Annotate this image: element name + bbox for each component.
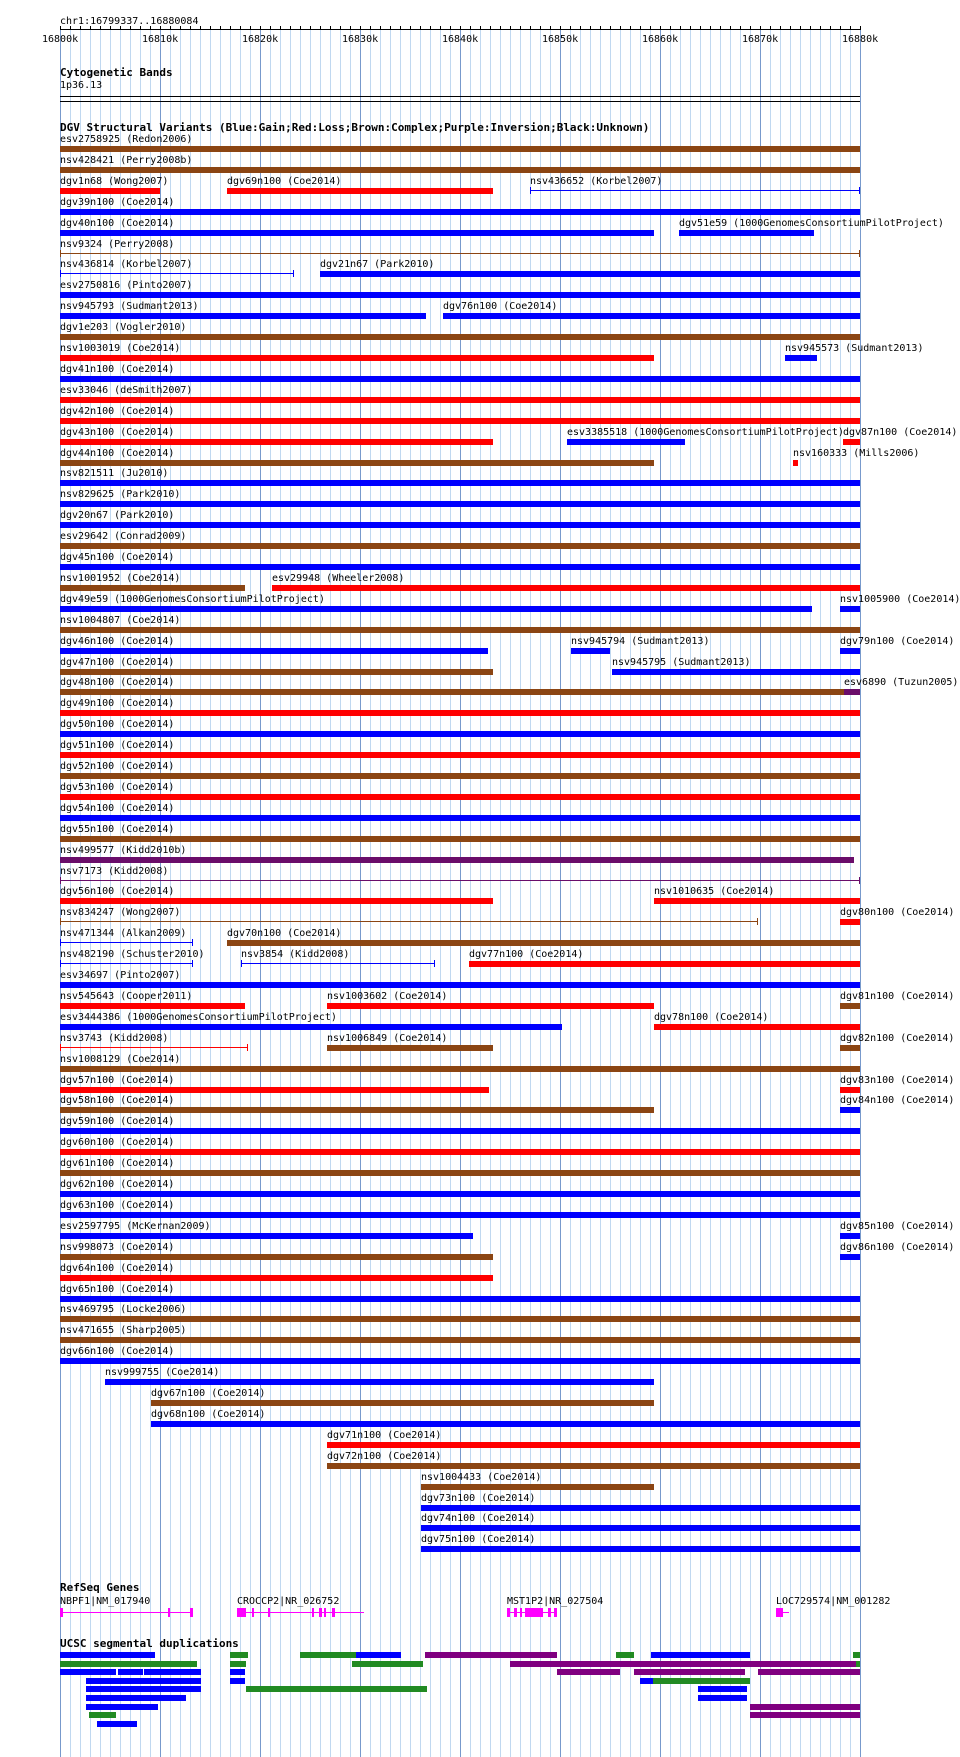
variant-bar[interactable] [272, 585, 860, 591]
variant-label: dgv57n100 (Coe2014) [60, 1074, 175, 1086]
segdup-track-title: UCSC segmental duplications [60, 1637, 239, 1650]
variant-bar[interactable] [60, 522, 860, 528]
variant-label: dgv84n100 (Coe2014) [840, 1095, 955, 1107]
variant-bar[interactable] [60, 982, 860, 988]
variant-label: nsv1008129 (Coe2014) [60, 1053, 181, 1065]
variant-bar[interactable] [60, 1149, 860, 1155]
variant-label: nsv998073 (Coe2014) [60, 1241, 175, 1253]
variant-label: dgv20n67 (Park2010) [60, 510, 175, 522]
variant-label: nsv499577 (Kidd2010b) [60, 844, 187, 856]
gene-label: LOC729574|NM_001282 [776, 1596, 891, 1607]
variant-bar[interactable] [60, 273, 294, 274]
variant-bar[interactable] [844, 689, 860, 695]
variant-bar[interactable] [60, 815, 860, 821]
variant-label: esv3385518 (1000GenomesConsortiumPilotProject) [567, 426, 844, 438]
variant-label: nsv829625 (Park2010) [60, 489, 181, 501]
ruler-tick-label: 16880k [842, 34, 879, 45]
variant-end-cap [434, 960, 435, 967]
variant-label: dgv71n100 (Coe2014) [327, 1429, 442, 1441]
gene-label: MST1P2|NR_027504 [507, 1596, 604, 1607]
variant-label: dgv42n100 (Coe2014) [60, 405, 175, 417]
variant-end-cap [60, 918, 61, 925]
variant-bar[interactable] [60, 752, 860, 758]
variant-bar[interactable] [421, 1505, 860, 1511]
segdup-block[interactable] [89, 1712, 116, 1718]
variant-end-cap [60, 877, 61, 884]
dgv-track-title: DGV Structural Variants (Blue:Gain;Red:Loss;Brown:Complex;Purple:Inversion;Black:Unknown) [60, 121, 650, 134]
variant-label: dgv67n100 (Coe2014) [151, 1388, 266, 1399]
variant-bar[interactable] [840, 919, 860, 925]
segdup-block[interactable] [97, 1721, 137, 1727]
segdup-block[interactable] [352, 1661, 423, 1667]
gene-exon[interactable] [312, 1608, 314, 1617]
variant-bar[interactable] [60, 1087, 489, 1093]
variant-bar[interactable] [840, 1087, 860, 1093]
variant-end-cap [60, 1044, 61, 1051]
gene-exon[interactable] [332, 1608, 335, 1617]
segdup-block[interactable] [853, 1652, 860, 1658]
variant-bar[interactable] [60, 942, 193, 943]
variant-bar[interactable] [241, 963, 435, 964]
variant-end-cap [60, 939, 61, 946]
variant-bar[interactable] [60, 669, 493, 675]
variant-label: esv6890 (Tuzun2005) [844, 677, 959, 689]
variant-bar[interactable] [60, 292, 860, 298]
variant-bar[interactable] [60, 1358, 860, 1364]
variant-bar[interactable] [151, 1421, 860, 1427]
gene-exon[interactable] [168, 1608, 170, 1617]
variant-label: nsv3854 (Kidd2008) [241, 949, 350, 961]
variant-label: esv29948 (Wheeler2008) [272, 572, 405, 584]
variant-bar[interactable] [840, 606, 860, 612]
variant-label: dgv68n100 (Coe2014) [151, 1408, 266, 1420]
variant-label: dgv58n100 (Coe2014) [60, 1095, 175, 1107]
ruler-tick-label: 16810k [142, 34, 179, 45]
variant-bar[interactable] [60, 773, 860, 779]
variant-label: nsv3743 (Kidd2008) [60, 1032, 169, 1044]
segdup-block[interactable] [86, 1695, 186, 1701]
variant-label: dgv64n100 (Coe2014) [60, 1262, 175, 1274]
segdup-block[interactable] [510, 1661, 856, 1667]
ruler-tick-label: 16830k [342, 34, 379, 45]
segdup-block[interactable] [640, 1678, 653, 1684]
segdup-block[interactable] [300, 1652, 356, 1658]
segdup-block[interactable] [86, 1704, 158, 1710]
variant-label: dgv41n100 (Coe2014) [60, 363, 175, 375]
variant-bar[interactable] [60, 397, 860, 403]
gene-exon[interactable] [190, 1608, 193, 1617]
variant-bar[interactable] [443, 313, 860, 319]
variant-bar[interactable] [60, 376, 860, 382]
variant-bar[interactable] [320, 271, 860, 277]
variant-label: nsv471655 (Sharp2005) [60, 1325, 187, 1337]
variant-label: dgv72n100 (Coe2014) [327, 1450, 442, 1462]
ruler-tick-label: 16820k [242, 34, 279, 45]
variant-end-cap [192, 960, 193, 967]
variant-bar[interactable] [60, 921, 758, 922]
variant-label: dgv83n100 (Coe2014) [840, 1074, 955, 1086]
variant-end-cap [247, 1044, 248, 1051]
gene-exon[interactable] [520, 1608, 522, 1617]
variant-bar[interactable] [60, 439, 493, 445]
variant-label: dgv60n100 (Coe2014) [60, 1137, 175, 1149]
variant-label: nsv1004433 (Coe2014) [421, 1471, 542, 1483]
variant-bar[interactable] [60, 585, 245, 591]
variant-label: esv34697 (Pinto2007) [60, 970, 181, 981]
variant-end-cap [859, 187, 860, 194]
variant-label: dgv80n100 (Coe2014) [840, 907, 955, 919]
segdup-block[interactable] [557, 1669, 620, 1675]
variant-label: dgv51n100 (Coe2014) [60, 740, 175, 752]
variant-bar[interactable] [60, 1233, 473, 1239]
variant-label: nsv7173 (Kidd2008) [60, 865, 169, 877]
variant-end-cap [192, 939, 193, 946]
variant-bar[interactable] [840, 1107, 860, 1113]
variant-bar[interactable] [60, 313, 426, 319]
gene-intron-line[interactable] [237, 1612, 364, 1613]
variant-bar[interactable] [60, 188, 160, 194]
segdup-block[interactable] [425, 1652, 557, 1658]
variant-bar[interactable] [793, 460, 798, 466]
variant-bar[interactable] [60, 334, 860, 340]
variant-label: dgv44n100 (Coe2014) [60, 447, 175, 459]
variant-bar[interactable] [60, 1296, 860, 1302]
variant-bar[interactable] [60, 1254, 493, 1260]
segdup-block[interactable] [698, 1686, 747, 1692]
variant-label: nsv482190 (Schuster2010) [60, 949, 205, 961]
gene-exon[interactable] [514, 1608, 517, 1617]
variant-bar[interactable] [421, 1546, 860, 1552]
segdup-block[interactable] [758, 1669, 860, 1675]
variant-bar[interactable] [60, 836, 860, 842]
variant-label: nsv1003019 (Coe2014) [60, 343, 181, 354]
variant-bar[interactable] [60, 1107, 654, 1113]
variant-label: dgv82n100 (Coe2014) [840, 1032, 955, 1044]
variant-bar[interactable] [60, 1170, 860, 1176]
gene-exon[interactable] [268, 1608, 270, 1617]
variant-label: nsv1005900 (Coe2014) [840, 593, 960, 605]
segdup-block[interactable] [616, 1652, 634, 1658]
variant-end-cap [757, 918, 758, 925]
variant-label: nsv945794 (Sudmant2013) [571, 635, 710, 647]
variant-label: dgv66n100 (Coe2014) [60, 1346, 175, 1358]
variant-bar[interactable] [60, 794, 860, 800]
variant-label: dgv69n100 (Coe2014) [227, 175, 342, 187]
variant-label: dgv61n100 (Coe2014) [60, 1158, 175, 1170]
variant-bar[interactable] [105, 1379, 654, 1385]
variant-end-cap [530, 187, 531, 194]
segdup-block[interactable] [144, 1669, 201, 1675]
segdup-block[interactable] [750, 1712, 860, 1718]
variant-label: nsv436814 (Korbel2007) [60, 259, 193, 271]
variant-end-cap [60, 270, 61, 277]
variant-bar[interactable] [571, 648, 610, 654]
variant-end-cap [859, 877, 860, 884]
variant-label: nsv999755 (Coe2014) [105, 1367, 220, 1379]
gene-exon[interactable] [776, 1608, 783, 1617]
variant-label: dgv55n100 (Coe2014) [60, 823, 175, 835]
segdup-block[interactable] [230, 1652, 248, 1658]
variant-bar[interactable] [227, 940, 860, 946]
variant-label: nsv428421 (Perry2008b) [60, 154, 193, 166]
ruler-tick-label: 16840k [442, 34, 479, 45]
variant-label: dgv50n100 (Coe2014) [60, 719, 175, 731]
variant-label: esv33046 (deSmith2007) [60, 384, 193, 396]
variant-label: dgv1e203 (Vogler2010) [60, 322, 187, 334]
variant-bar[interactable] [60, 501, 860, 507]
variant-bar[interactable] [227, 188, 493, 194]
variant-label: dgv86n100 (Coe2014) [840, 1241, 955, 1253]
variant-end-cap [859, 250, 860, 257]
variant-label: dgv51e59 (1000GenomesConsortiumPilotProject) [679, 217, 944, 229]
variant-label: nsv545643 (Cooper2011) [60, 990, 193, 1002]
variant-bar[interactable] [327, 1003, 654, 1009]
variant-bar[interactable] [60, 460, 654, 466]
variant-label: nsv945573 (Sudmant2013) [785, 343, 924, 354]
variant-label: dgv49e59 (1000GenomesConsortiumPilotProject) [60, 593, 325, 605]
segdup-block[interactable] [230, 1669, 245, 1675]
variant-label: nsv821511 (Ju2010) [60, 468, 169, 480]
gene-exon[interactable] [525, 1608, 543, 1617]
ruler-tick-label: 16800k [42, 34, 79, 45]
variant-label: dgv79n100 (Coe2014) [840, 635, 955, 647]
cytoband-name: 1p36.13 [60, 80, 103, 91]
variant-label: dgv87n100 (Coe2014) [843, 426, 958, 438]
variant-label: nsv1010635 (Coe2014) [654, 886, 775, 898]
variant-bar[interactable] [60, 480, 860, 486]
variant-label: dgv65n100 (Coe2014) [60, 1283, 175, 1295]
variant-label: dgv75n100 (Coe2014) [421, 1534, 536, 1546]
variant-bar[interactable] [843, 439, 860, 445]
variant-label: nsv469795 (Locke2006) [60, 1304, 187, 1316]
variant-bar[interactable] [421, 1525, 860, 1531]
variant-bar[interactable] [654, 898, 860, 904]
segdup-block[interactable] [60, 1652, 155, 1658]
gene-exon[interactable] [237, 1608, 246, 1617]
variant-label: dgv40n100 (Coe2014) [60, 217, 175, 229]
variant-end-cap [293, 270, 294, 277]
variant-label: dgv73n100 (Coe2014) [421, 1492, 536, 1504]
variant-label: dgv47n100 (Coe2014) [60, 656, 175, 668]
segdup-block[interactable] [86, 1686, 201, 1692]
segdup-block[interactable] [698, 1695, 747, 1701]
variant-bar[interactable] [612, 669, 860, 675]
variant-label: dgv21n67 (Park2010) [320, 259, 435, 271]
variant-label: dgv81n100 (Coe2014) [840, 990, 955, 1002]
variant-label: dgv62n100 (Coe2014) [60, 1179, 175, 1190]
variant-bar[interactable] [60, 880, 860, 881]
variant-bar[interactable] [679, 230, 814, 236]
gene-exon[interactable] [60, 1608, 63, 1617]
segdup-block[interactable] [356, 1652, 401, 1658]
variant-label: dgv63n100 (Coe2014) [60, 1199, 175, 1211]
ruler-tick-label: 16870k [742, 34, 779, 45]
gene-label: NBPF1|NM_017940 [60, 1596, 151, 1607]
segdup-block[interactable] [230, 1678, 245, 1684]
variant-bar[interactable] [840, 1045, 860, 1051]
variant-label: nsv1003602 (Coe2014) [327, 990, 448, 1002]
variant-bar[interactable] [60, 1024, 562, 1030]
variant-bar[interactable] [60, 627, 860, 633]
variant-label: dgv54n100 (Coe2014) [60, 802, 175, 814]
variant-bar[interactable] [60, 167, 860, 173]
segdup-block[interactable] [651, 1652, 750, 1658]
variant-label: nsv471344 (Alkan2009) [60, 928, 187, 940]
variant-bar[interactable] [60, 1066, 860, 1072]
variant-label: dgv1n68 (Wong2007) [60, 175, 169, 187]
segdup-block[interactable] [856, 1661, 860, 1667]
variant-label: nsv1004807 (Coe2014) [60, 614, 181, 626]
variant-label: dgv39n100 (Coe2014) [60, 196, 175, 208]
variant-bar[interactable] [840, 1233, 860, 1239]
variant-label: dgv45n100 (Coe2014) [60, 552, 175, 563]
segdup-block[interactable] [246, 1686, 427, 1692]
variant-bar[interactable] [60, 1128, 860, 1134]
variant-label: dgv78n100 (Coe2014) [654, 1011, 769, 1023]
variant-bar[interactable] [840, 1003, 860, 1009]
variant-bar[interactable] [60, 543, 860, 549]
variant-label: dgv46n100 (Coe2014) [60, 635, 175, 647]
segdup-block[interactable] [230, 1661, 246, 1667]
variant-label: nsv834247 (Wong2007) [60, 907, 181, 919]
gene-label: CROCCP2|NR_026752 [237, 1596, 340, 1607]
segdup-block[interactable] [750, 1704, 860, 1710]
variant-label: nsv436652 (Korbel2007) [530, 175, 663, 187]
variant-bar[interactable] [327, 1045, 493, 1051]
variant-bar[interactable] [840, 648, 860, 654]
variant-bar[interactable] [530, 190, 860, 191]
variant-label: dgv77n100 (Coe2014) [469, 949, 584, 961]
variant-label: dgv70n100 (Coe2014) [227, 928, 342, 940]
variant-bar[interactable] [60, 209, 860, 215]
variant-label: nsv1001952 (Coe2014) [60, 572, 181, 584]
ruler-tick-label: 16850k [542, 34, 579, 45]
variant-bar[interactable] [60, 253, 860, 254]
variant-bar[interactable] [60, 857, 854, 863]
variant-bar[interactable] [60, 146, 860, 152]
variant-bar[interactable] [60, 689, 844, 695]
variant-label: nsv9324 (Perry2008) [60, 238, 175, 250]
variant-bar[interactable] [60, 1191, 860, 1197]
variant-bar[interactable] [60, 1275, 493, 1281]
variant-bar[interactable] [60, 710, 860, 716]
variant-bar[interactable] [60, 418, 860, 424]
variant-bar[interactable] [60, 564, 860, 570]
variant-bar[interactable] [785, 355, 817, 361]
variant-label: dgv53n100 (Coe2014) [60, 781, 175, 793]
variant-bar[interactable] [60, 355, 654, 361]
variant-bar[interactable] [60, 648, 488, 654]
variant-label: dgv49n100 (Coe2014) [60, 698, 175, 710]
ruler-tick-label: 16860k [642, 34, 679, 45]
variant-bar[interactable] [60, 1212, 860, 1218]
variant-end-cap [60, 250, 61, 257]
variant-label: esv2758925 (Redon2006) [60, 134, 193, 145]
variant-bar[interactable] [654, 1024, 860, 1030]
variant-label: esv3444386 (1000GenomesConsortiumPilotProject) [60, 1011, 337, 1023]
variant-label: nsv1006849 (Coe2014) [327, 1032, 448, 1044]
variant-bar[interactable] [60, 898, 493, 904]
variant-label: nsv160333 (Mills2006) [793, 447, 920, 459]
variant-label: dgv43n100 (Coe2014) [60, 426, 175, 438]
variant-label: esv2597795 (McKernan2009) [60, 1220, 211, 1232]
variant-bar[interactable] [60, 1003, 245, 1009]
variant-label: nsv945793 (Sudmant2013) [60, 301, 199, 313]
variant-label: dgv76n100 (Coe2014) [443, 301, 558, 313]
segdup-block[interactable] [634, 1669, 745, 1675]
variant-bar[interactable] [469, 961, 860, 967]
gene-exon[interactable] [324, 1608, 326, 1617]
variant-bar[interactable] [60, 606, 812, 612]
variant-bar[interactable] [151, 1400, 654, 1406]
variant-bar[interactable] [327, 1442, 860, 1448]
gene-exon[interactable] [507, 1608, 510, 1617]
variant-bar[interactable] [60, 1337, 860, 1343]
gene-exon[interactable] [554, 1608, 557, 1617]
variant-end-cap [60, 960, 61, 967]
variant-end-cap [241, 960, 242, 967]
segdup-block[interactable] [653, 1678, 750, 1684]
variant-label: esv2750816 (Pinto2007) [60, 280, 193, 292]
segdup-block[interactable] [60, 1661, 197, 1667]
variant-label: dgv48n100 (Coe2014) [60, 677, 175, 689]
variant-label: dgv74n100 (Coe2014) [421, 1513, 536, 1525]
gene-intron-line[interactable] [60, 1612, 193, 1613]
segdup-block[interactable] [86, 1678, 201, 1684]
variant-bar[interactable] [567, 439, 685, 445]
variant-bar[interactable] [60, 963, 193, 964]
cytoband-track-title: Cytogenetic Bands [60, 66, 173, 79]
variant-bar[interactable] [60, 1047, 248, 1048]
variant-label: dgv52n100 (Coe2014) [60, 761, 175, 772]
variant-label: esv29642 (Conrad2009) [60, 531, 187, 543]
variant-bar[interactable] [421, 1484, 654, 1490]
segdup-block[interactable] [118, 1669, 143, 1675]
variant-bar[interactable] [327, 1463, 860, 1469]
variant-label: dgv56n100 (Coe2014) [60, 886, 175, 898]
refseq-track-title: RefSeq Genes [60, 1581, 140, 1594]
segdup-block[interactable] [60, 1669, 116, 1675]
variant-bar[interactable] [60, 1316, 860, 1322]
gene-exon[interactable] [319, 1608, 322, 1617]
variant-bar[interactable] [60, 230, 654, 236]
gene-exon[interactable] [252, 1608, 254, 1617]
variant-label: dgv85n100 (Coe2014) [840, 1220, 955, 1232]
variant-label: nsv945795 (Sudmant2013) [612, 656, 751, 668]
gene-exon[interactable] [548, 1608, 551, 1617]
variant-label: dgv59n100 (Coe2014) [60, 1116, 175, 1128]
variant-bar[interactable] [840, 1254, 860, 1260]
variant-bar[interactable] [60, 731, 860, 737]
locus-label: chr1:16799337..16880084 [60, 16, 199, 27]
